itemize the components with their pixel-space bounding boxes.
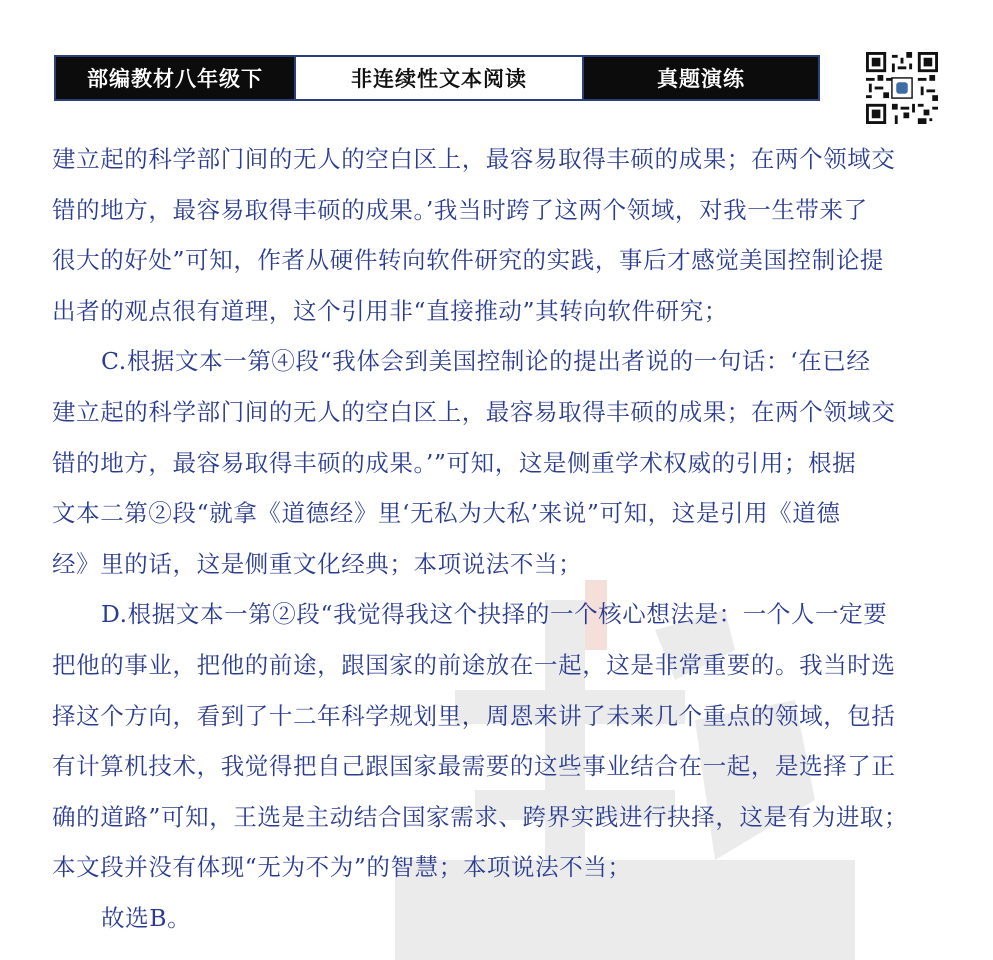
text-line: 建立起的科学部门间的无人的空白区上，最容易取得丰硕的成果；在两个领域交 — [52, 397, 896, 426]
header-topic-label: 非连续性文本阅读 — [294, 57, 584, 99]
text-line: 文本二第②段“就拿《道德经》里‘无私为大私’来说”可知，这是引用《道德 — [52, 499, 841, 528]
answer-line: 故选B。 — [101, 903, 192, 932]
text-line: 很大的好处”可知，作者从硬件转向软件研究的实践，事后才感觉美国控制论提 — [52, 246, 885, 275]
option-c-line: C.根据文本一第④段“我体会到美国控制论的提出者说的一句话：‘在已经 — [101, 347, 871, 376]
text-line: 经》里的话，这是侧重文化经典；本项说法不当； — [52, 549, 583, 578]
header-bar — [54, 55, 820, 101]
text-line: 建立起的科学部门间的无人的空白区上，最容易取得丰硕的成果；在两个领域交 — [52, 145, 896, 173]
text-line: 错的地方，最容易取得丰硕的成果。’”可知，这是侧重学术权威的引用；根据 — [52, 448, 857, 477]
text-line: 本文段并没有体现“无为不为”的智慧；本项说法不当； — [52, 853, 632, 882]
text-line: 错的地方，最容易取得丰硕的成果。’我当时跨了这两个领域，对我一生带来了 — [52, 195, 868, 224]
qr-code-icon — [866, 52, 938, 124]
text-line: 有计算机技术，我觉得把自己跟国家最需要的这些事业结合在一起，是选择了正 — [52, 752, 896, 781]
text-line: 择这个方向，看到了十二年科学规划里，周恩来讲了未来几个重点的领域，包括 — [52, 701, 896, 730]
option-d-line: D.根据文本一第②段“我觉得我这个抉择的一个核心想法是：一个人一定要 — [101, 600, 888, 629]
header-grade-label: 部编教材八年级下 — [56, 57, 294, 99]
text-line: 出者的观点很有道理，这个引用非“直接推动”其转向软件研究； — [52, 296, 728, 325]
text-line: 确的道路”可知，王选是主动结合国家需求、跨界实践进行抉择，这是有为进取； — [52, 802, 909, 831]
text-line: 把他的事业，把他的前途，跟国家的前途放在一起，这是非常重要的。我当时选 — [52, 650, 896, 679]
answer-explanation — [52, 134, 952, 944]
header-section-label: 真题演练 — [584, 57, 818, 99]
